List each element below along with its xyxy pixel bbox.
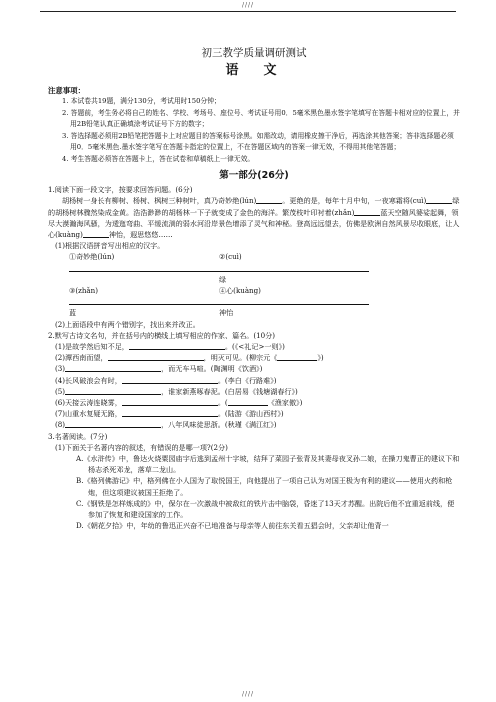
passage-part-c: 绿的胡杨树林骤然染成金黄。浩浩渺渺的胡杨林一下子就变成了金色的海洋。繁茂枝叶印衬着(zhǎn) [48, 196, 460, 217]
option-label: ④心(kuàng) [219, 286, 261, 296]
answer-blank[interactable] [122, 408, 218, 417]
line-source: 。(李白《行路难》) [217, 375, 277, 385]
answer-blank[interactable] [122, 397, 218, 406]
option-label: ②(cuì) [219, 252, 242, 262]
answer-blank[interactable] [122, 375, 218, 384]
poem-line-1 [48, 341, 460, 352]
answer-blank[interactable] [69, 263, 219, 272]
note-item-4: 4. 考生答题必须答在答题卡上，答在试卷和草稿纸上一律无效。 [62, 154, 255, 163]
line-text: (1)是故学然后知不足， [55, 342, 129, 352]
exam-title: 初三教学质量调研测试 [201, 47, 307, 59]
question-1-sub-1: (1)根据汉语拼音写出相应的汉字。 [55, 241, 165, 251]
question-3-sub-1: (1)下面关于名著内容的叙述，有错误的是哪一项?(2分) [55, 442, 228, 452]
choice-d[interactable]: D.《朝花夕拾》中，年幼的鲁迅正兴奋不已地准备与母亲等人前往东关看五猖会时，父亲却让他背一 [76, 521, 389, 531]
line-text: (7)山重水复疑无路， [55, 409, 122, 419]
line-source-end: 《渔家傲》) [267, 398, 303, 408]
option-label: ①奇妙绝(lún) [69, 252, 115, 262]
poem-line-6 [48, 397, 460, 408]
poem-line-7 [48, 408, 460, 419]
answer-blank[interactable] [83, 229, 109, 238]
line-text: (6)天接云涛连晓雾， [55, 398, 122, 408]
pinyin-options-row-1 [48, 251, 460, 285]
passage-part-d: 蓝天空随风婆娑起舞，领尽大漠瀚海风骚，为逶迤弯曲、平缓流淌的弱水河沿岸景色增添了灵气和神秘。登高远远望去，仿佛是欧洲自然风景尽收眼底，让人心(kuàng) [48, 207, 460, 240]
answer-blank[interactable] [426, 195, 452, 204]
pinyin-option-3 [69, 285, 219, 319]
pinyin-options-row-2 [48, 285, 460, 319]
question-2-stem: 2.默写古诗文名句，并在括号内的横线上填写相应的作家、篇名。(10分) [48, 330, 276, 340]
passage-part-a: 胡杨树一身长有柳树、杨树、枫树三种树叶，真乃奇妙绝(lún) [62, 196, 257, 206]
line-text: (5) [55, 386, 66, 396]
option-tail: 神怡 [219, 308, 234, 318]
exam-content [48, 46, 460, 532]
line-source: 。(《<礼记>一则》) [224, 342, 285, 352]
answer-blank[interactable] [219, 296, 369, 305]
answer-blank[interactable] [228, 397, 268, 406]
passage-part-e: 神怡，遐思悠悠…… [108, 230, 173, 240]
question-1-sub-2: (2)上面语段中有两个错别字，找出来并改正。 [55, 319, 200, 329]
question-1-passage [48, 195, 460, 240]
answer-blank[interactable] [65, 419, 161, 428]
line-source: 。(陆游《游山西村》) [217, 409, 284, 419]
answer-blank[interactable] [354, 207, 380, 216]
answer-blank[interactable] [277, 352, 317, 361]
line-text: (4)长风破浪会有时， [55, 375, 122, 385]
option-tail: 蓝 [69, 308, 77, 318]
header-rule [40, 11, 456, 12]
question-1-stem: 1.阅读下面一段文字，按要求回答问题。(6分) [48, 185, 193, 195]
line-text: (3) [55, 364, 66, 374]
part-one-heading: 第一部分(26分) [219, 170, 289, 182]
notes-heading: 注意事项： [48, 86, 85, 95]
line-source: ，谁家新燕啄春泥。(白居易《钱塘湖春行》) [161, 386, 298, 396]
pinyin-option-1 [69, 251, 219, 285]
line-text: (8) [55, 420, 66, 430]
pinyin-option-4 [219, 285, 369, 319]
bottom-page-marker: //// [241, 691, 255, 698]
note-item-3: 3. 答选择题必须用2B铅笔把答题卡上对应题目的答案标号涂黑。如需改动，请用橡皮擦干净后，再选涂其他答案；答非选择题必须用0．5毫米黑色.墨水签字笔写在答题卡指定的位置上，不在答题区域内的答案一律无效，不得用其他笔答题； [62, 131, 454, 152]
poem-line-5 [48, 386, 460, 397]
answer-blank[interactable] [129, 341, 225, 350]
choice-a[interactable]: A.《水浒传》中，鲁达火烧粟园庙宇后逃到孟州十字坡，结拜了菜园子张青及其妻母夜叉孙二娘，在操刀鬼曹正的建议下和杨志杀死邓龙，落草二龙山。 [76, 454, 460, 475]
answer-blank[interactable] [108, 352, 204, 361]
choice-b[interactable]: B.《格列佛游记》中，格列佛在小人国为了取悦国王，向他提出了一项自己认为对国王极为有利的建议——使用火药和枪炮，但这项建议被国王拒绝了。 [76, 476, 453, 497]
answer-blank[interactable] [65, 363, 161, 372]
line-source: ，而无车马喧。(陶渊明《饮酒》) [161, 364, 263, 374]
poem-line-8 [48, 419, 460, 430]
poem-line-3 [48, 363, 460, 374]
line-text: (2)潭西南而望， [55, 353, 108, 363]
line-source-end: 》) [317, 353, 324, 363]
answer-blank[interactable] [69, 296, 219, 305]
top-page-marker: //// [241, 2, 255, 9]
answer-blank[interactable] [256, 195, 282, 204]
exam-subject: 语 文 [225, 63, 283, 78]
line-source: ，明灭可见。(柳宗元《 [203, 353, 278, 363]
poem-line-2 [48, 352, 460, 363]
note-item-2: 2. 答题前，考生务必将自己的姓名、学校、考场号、座位号、考试证号用0．5毫米黑色墨水签字笔填写在答题卡相对应的位置上，并用2B铅笔认真正确填涂考试证号下方的数字； [62, 108, 460, 129]
line-source: 。( [217, 398, 228, 408]
passage-part-b: 。更绝的是，每年十月中旬，一夜寒霜将(cuì) [282, 196, 427, 206]
question-3-stem: 3.名著阅读。(7分) [48, 431, 108, 441]
option-label: ③(zhǎn) [69, 286, 98, 296]
line-source: ，八年风味徒思浙。(秋瑾《满江红》) [161, 420, 277, 430]
answer-blank[interactable] [219, 263, 369, 272]
option-tail: 绿 [219, 274, 227, 284]
poem-line-4 [48, 375, 460, 386]
note-item-1: 1. 本试卷共19题，满分130分，考试用时150分钟； [62, 97, 221, 106]
choice-c[interactable]: C.《钢铁是怎样炼成的》中，保尔在一次激战中被敌红的铁片击中脑袋，昏迷了13天才苏醒。出院后他不宜重返前线，便参加了恢复和建设国家的工作。 [76, 498, 455, 520]
pinyin-option-2 [219, 251, 369, 285]
answer-blank[interactable] [65, 386, 161, 395]
